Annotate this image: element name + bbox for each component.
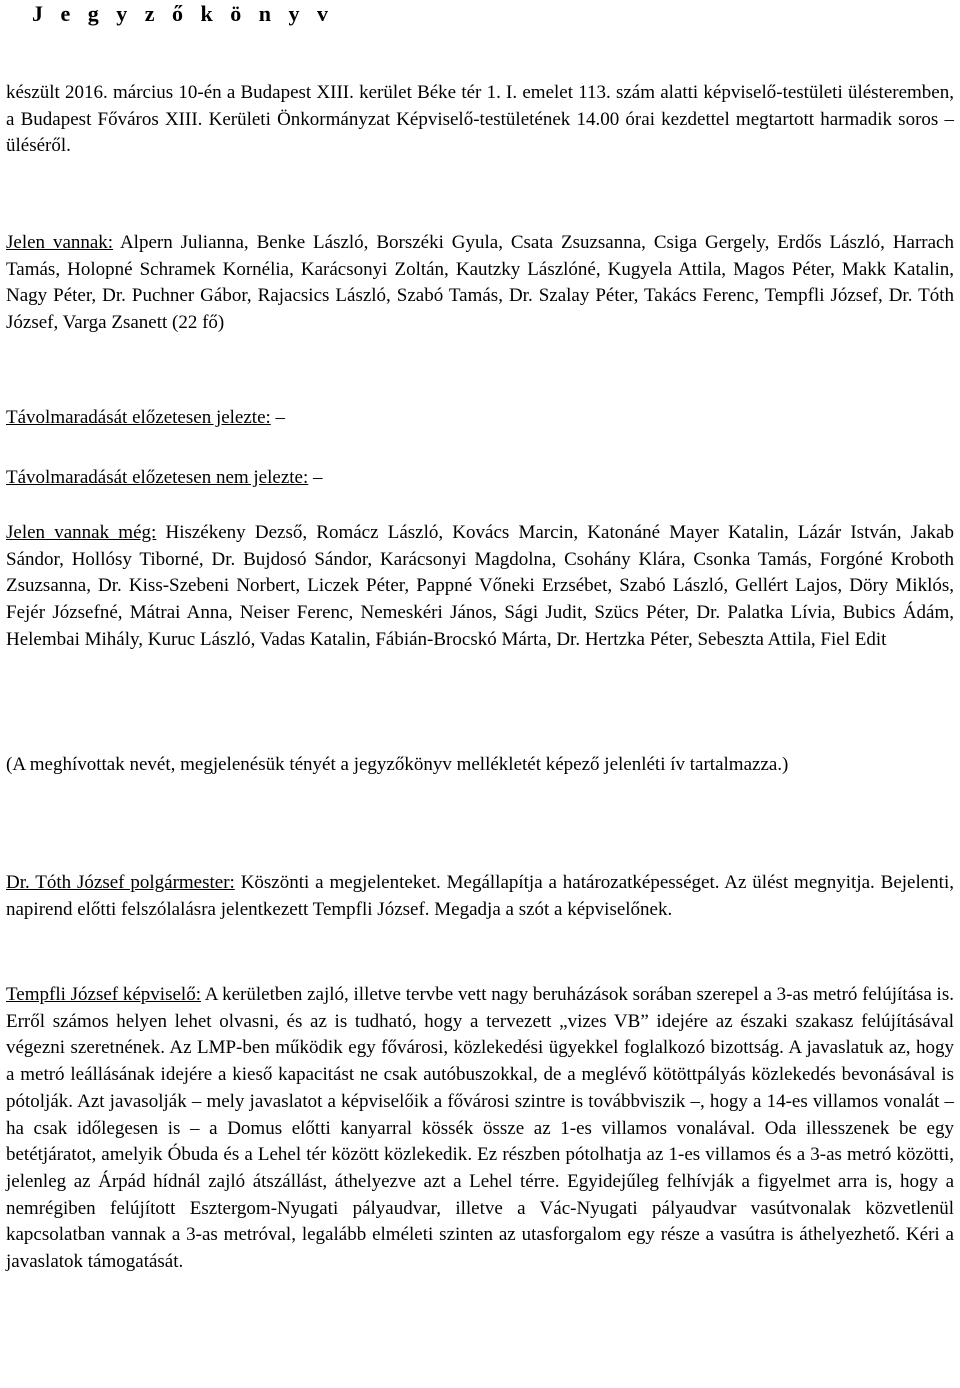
present-label: Jelen vannak: [6, 232, 114, 253]
present-list: Alpern Julianna, Benke László, Borszéki Gyula, Csata Zsuzsanna, Csiga Gergely, Erdős László, Harrach Tamás, Holopné Schramek Kornélia, Karácsonyi Zoltán, Kautzky Lászlóné, Kugyela Attila, Magos Péter, Makk Katalin, Nagy Péter, Dr. Puchner Gábor, Rajacsics László, Szabó Tamás, Dr. Szalay Péter, Takács Ferenc, Tempfli József, Dr. Tóth József, Varga Zsanett (22 fő) [6, 232, 954, 334]
absent-notified-paragraph [6, 405, 954, 432]
mayor-speech-text: Köszönti a megjelenteket. Megállapítja a határozatképességet. Az ülést megnyitja. Bejelenti, napirend előtti felszólalásra jelentkezett Tempfli József. Megadja a szót a képviselőnek. [6, 872, 954, 920]
absent-not-notified-label: Távolmaradását előzetesen nem jelezte: [6, 467, 309, 488]
absent-not-notified-value: – [308, 467, 323, 488]
absent-notified-value: – [270, 407, 286, 428]
tempfli-speech-paragraph [6, 982, 954, 1276]
tempfli-speaker-label: Tempfli József képviselő: [6, 984, 201, 1005]
also-present-list: Hiszékeny Dezső, Romácz László, Kovács Marcin, Katonáné Mayer Katalin, Lázár István, Jakab Sándor, Hollósy Tiborné, Dr. Bujdosó Sándor, Karácsonyi Magdolna, Csohány Klára, Csonka Tamás, Forgóné Kroboth Zsuzsanna, Dr. Kiss-Szebeni Norbert, Liczek Péter, Pappné Vőneki Erzsébet, Szabó László, Gellért Lajos, Döry Miklós, Fejér Józsefné, Mátrai Anna, Neiser Ferenc, Nemeskéri János, Sági Judit, Szücs Péter, Dr. Palatka Lívia, Bubics Ádám, Helembai Mihály, Kuruc László, Vadas Katalin, Fábián-Brocskó Márta, Dr. Hertzka Péter, Sebeszta Attila, Fiel Edit [6, 522, 954, 650]
tempfli-speech-text: A kerületben zajló, illetve tervbe vett nagy beruházások sorában szerepel a 3-as metró felújítása is. Erről számos helyen lehet olvasni, és az is tudható, hogy a tervezett „vizes VB” idejére az északi szakasz felújításával végezni szeretnének. Az LMP-ben működik egy fővárosi, közlekedési ügyekkel foglalkozó bizottság. A javaslatuk az, hogy a metró leállásának idejére a kieső kapacitást ne csak autóbuszokkal, de a meglévő kötöttpályás közlekedés bevonásával is pótolják. Azt javasolják – mely javaslatot a képviselőik a fővárosi szintre is továbbviszik –, hogy a 14-es villamos vonalát – ha csak időlegesen is – a Domus előtti kanyarral kössék össze az 1-es villamos vonalával. Oda illesszenek be egy betétjáratot, amelyik Óbuda és a Lehel tér között közlekedik. Ez részben pótolhatja az 1-es villamos és a 3-as metró közötti, jelenleg az Árpád hídnál zajló átszállást, áthelyezve azt a Lehel térre. Egyidejűleg felhívják a figyelmet arra is, hogy a nemrégiben felújított Esztergom-Nyugati pályaudvar, illetve a Vác-Nyugati pályaudvar vasútvonalak közvetlenül kapcsolatban vannak a 3-as metróval, legalább elméleti szinten az utasforgalom egy része a vasútra is áthelyezhető. Kéri a javaslatok támogatását. [6, 984, 954, 1273]
present-members-paragraph [6, 230, 954, 337]
also-present-paragraph [6, 520, 954, 654]
also-present-label: Jelen vannak még: [6, 522, 157, 543]
mayor-speaker-label: Dr. Tóth József polgármester: [6, 872, 235, 893]
intro-paragraph: készült 2016. március 10-én a Budapest XIII. kerület Béke tér 1. I. emelet 113. szám alatti képviselő-testületi ülésteremben, a Budapest Főváros XIII. Kerületi Önkormányzat Képviselő-testületének 14.00 órai kezdettel megtartott harmadik soros – üléséről. [6, 82, 954, 157]
absent-notified-label: Távolmaradását előzetesen jelezte: [6, 407, 271, 428]
attendance-note-paragraph: (A meghívottak nevét, megjelenésük tényét a jegyzőkönyv mellékletét képező jelenléti ív tartalmazza.) [6, 754, 789, 775]
absent-not-notified-paragraph [6, 465, 954, 492]
document-title: J e g y z ő k ö n y v [32, 1, 334, 26]
mayor-speech-paragraph [6, 870, 954, 923]
